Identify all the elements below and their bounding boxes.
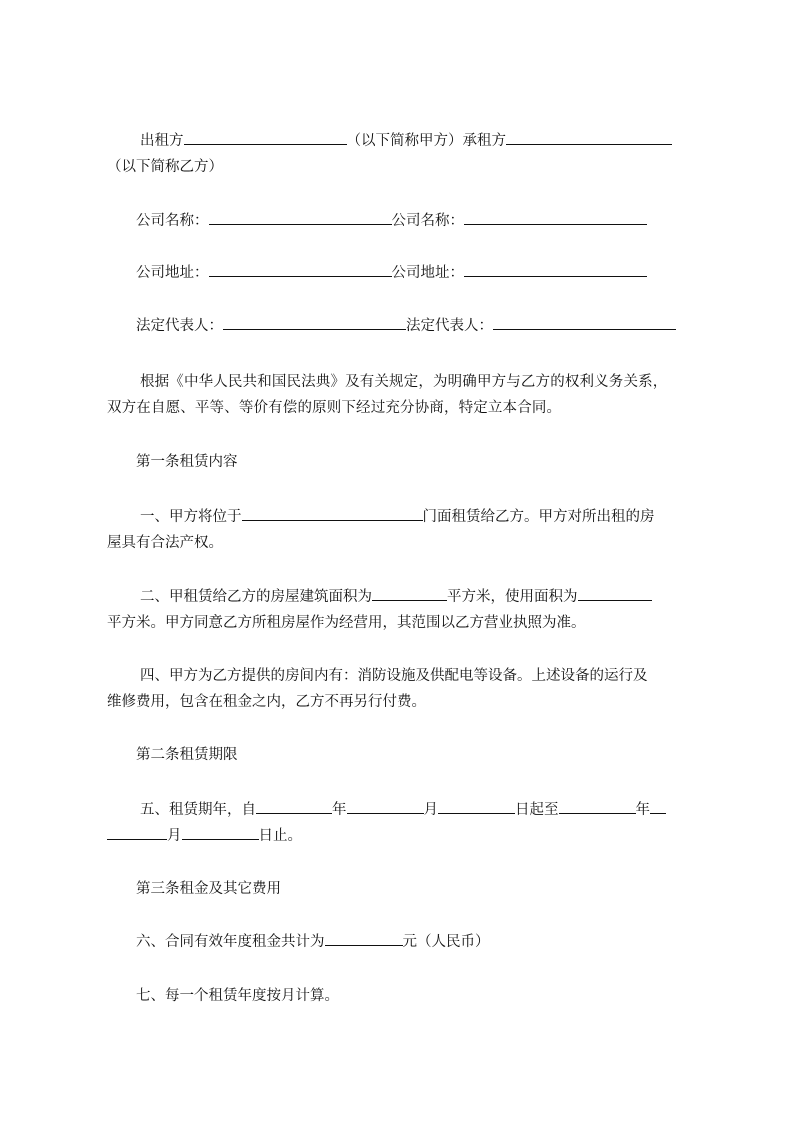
- item1-prefix: 一、甲方将位于: [140, 509, 242, 525]
- building-area-blank[interactable]: [372, 586, 447, 601]
- legal-rep-label-b: 法定代表人：: [406, 318, 493, 334]
- location-blank[interactable]: [242, 506, 423, 521]
- preamble-line-1: 根据《中华人民共和国民法典》及有关规定，为明确甲方与乙方的权利义务关系，: [140, 374, 668, 390]
- lessee-label: 承租方: [462, 133, 506, 149]
- start-year-label: 年: [332, 802, 347, 818]
- article2-heading: 第二条租赁期限: [136, 747, 238, 763]
- item2-mid: 平方米，使用面积为: [447, 589, 578, 605]
- start-month-blank[interactable]: [347, 799, 424, 814]
- item4-line-1: 四、甲方为乙方提供的房间内有：消防设施及供配电等设备。上述设备的运行及: [140, 668, 648, 684]
- company-name-line: [107, 208, 736, 234]
- company-name-label-b: 公司名称：: [391, 213, 464, 229]
- start-day-label: 日起至: [515, 802, 559, 818]
- start-month-label: 月: [423, 802, 438, 818]
- company-address-blank-a[interactable]: [209, 262, 392, 277]
- end-year-blank[interactable]: [559, 799, 636, 814]
- item5-prefix: 五、租赁期年，自: [140, 802, 256, 818]
- item2-prefix: 二、甲租赁给乙方的房屋建筑面积为: [140, 589, 372, 605]
- lessor-blank[interactable]: [184, 130, 347, 145]
- legal-rep-label-a: 法定代表人：: [136, 318, 223, 334]
- company-name-label-a: 公司名称：: [136, 213, 209, 229]
- end-year-label: 年: [635, 802, 650, 818]
- end-month-blank-a[interactable]: [650, 799, 666, 814]
- company-address-label-a: 公司地址：: [136, 265, 209, 281]
- item1-line-1: [107, 504, 740, 530]
- usable-area-blank[interactable]: [578, 586, 652, 601]
- item6-line: [107, 929, 736, 955]
- lessee-blank[interactable]: [506, 130, 672, 145]
- end-month-label: 月: [167, 828, 182, 844]
- start-year-blank[interactable]: [256, 799, 332, 814]
- parties-line-2: [107, 154, 707, 180]
- item6-suffix: 元（人民币）: [402, 934, 490, 950]
- lessor-suffix: （以下简称甲方）: [346, 133, 463, 149]
- parties-line: [107, 128, 740, 154]
- item2-line-2: 平方米。甲方同意乙方所租房屋作为经营用，其范围以乙方营业执照为准。: [107, 615, 586, 631]
- end-month-blank-b[interactable]: [107, 825, 167, 840]
- article1-heading: 第一条租赁内容: [136, 454, 238, 470]
- item4-line-2: 维修费用，包含在租金之内，乙方不再另行付费。: [107, 694, 426, 710]
- item5-line-1: [107, 797, 740, 823]
- company-address-line: [107, 260, 736, 286]
- item2-line-1: [107, 584, 740, 610]
- preamble-line-2: 双方在自愿、平等、等价有偿的原则下经过充分协商，特定立本合同。: [107, 400, 562, 416]
- item7-line: 七、每一个租赁年度按月计算。: [136, 988, 339, 1004]
- start-day-blank[interactable]: [438, 799, 515, 814]
- item1-line-2: 屋具有合法产权。: [107, 535, 223, 551]
- legal-rep-line: [107, 313, 736, 339]
- company-name-blank-b[interactable]: [464, 210, 647, 225]
- item1-suffix: 门面租赁给乙方。甲方对所出租的房: [422, 509, 655, 525]
- end-day-label: 日止。: [258, 828, 302, 844]
- article3-heading: 第三条租金及其它费用: [136, 881, 281, 897]
- annual-rent-blank[interactable]: [325, 931, 403, 946]
- company-address-blank-b[interactable]: [464, 262, 647, 277]
- end-day-blank[interactable]: [182, 825, 259, 840]
- item5-line-2: [107, 823, 707, 849]
- lessor-label: 出租方: [140, 133, 184, 149]
- company-name-blank-a[interactable]: [209, 210, 392, 225]
- legal-rep-blank-b[interactable]: [493, 315, 676, 330]
- company-address-label-b: 公司地址：: [391, 265, 464, 281]
- legal-rep-blank-a[interactable]: [223, 315, 406, 330]
- lessee-suffix: （以下简称乙方）: [107, 159, 223, 175]
- item6-prefix: 六、合同有效年度租金共计为: [136, 934, 325, 950]
